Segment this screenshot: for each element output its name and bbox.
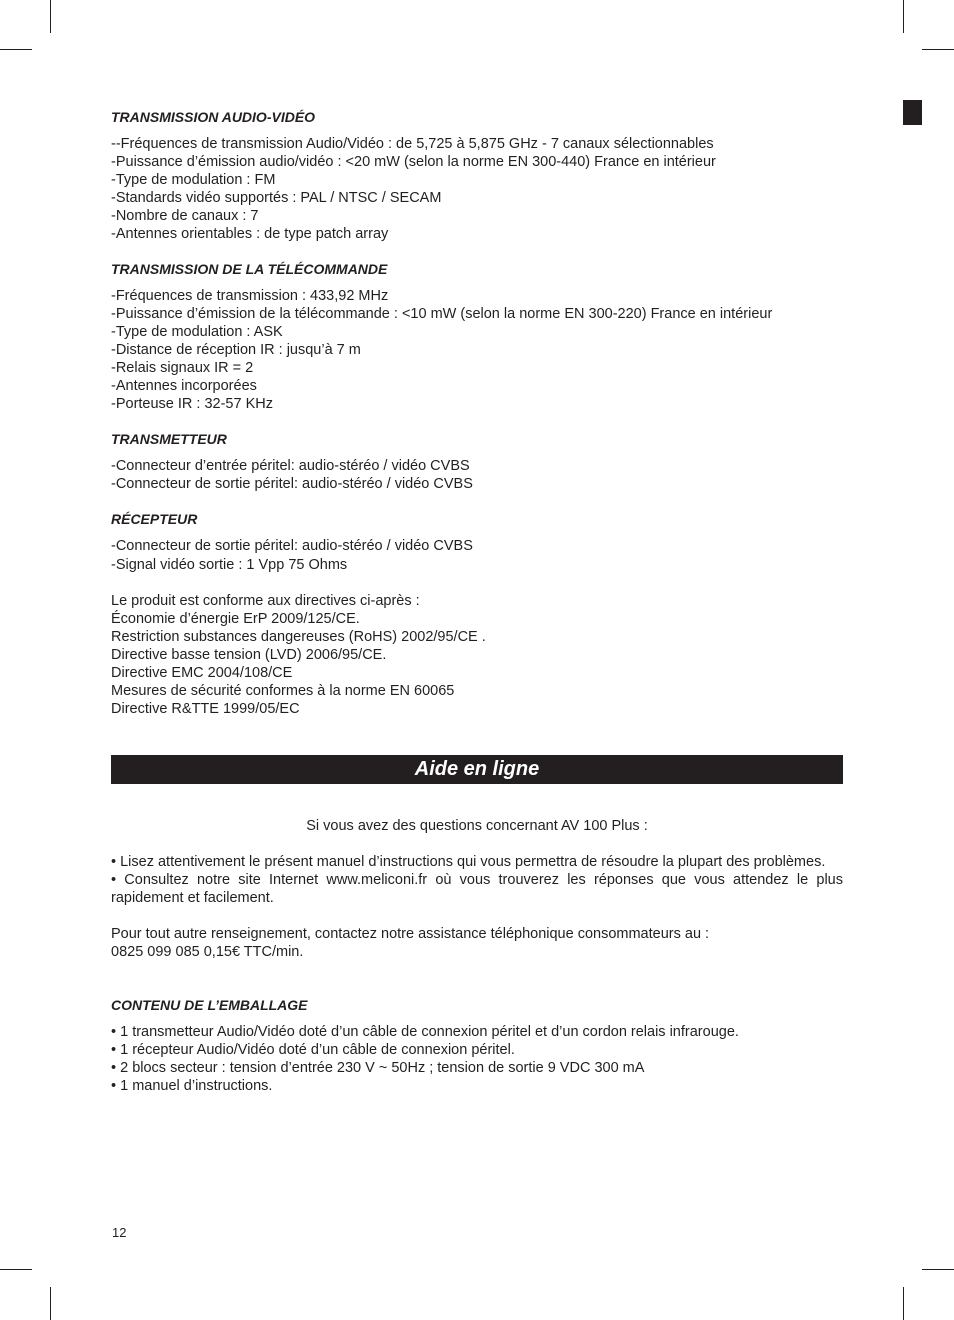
help-bullet: • Lisez attentivement le présent manuel d’instructions qui vous permettra de résoudre la plupart des problèmes. [111,854,826,870]
specifications [111,108,843,718]
spec-line: -Puissance d’émission audio/vidéo : <20 mW (selon la norme EN 300-440) France en intérieur [111,154,716,170]
spec-section-transmitter [111,430,843,493]
spec-line: -Nombre de canaux : 7 [111,208,259,224]
spec-line: -Porteuse IR : 32-57 KHz [111,396,273,412]
crop-mark [922,49,954,50]
help-contact-line: Pour tout autre renseignement, contactez notre assistance téléphonique consommateurs au : [111,926,710,942]
spec-line: --Fréquences de transmission Audio/Vidéo : de 5,725 à 5,875 GHz - 7 canaux sélectionnables [111,136,714,152]
package-item: • 2 blocs secteur : tension d’entrée 230 V ~ 50Hz ; tension de sortie 9 VDC 300 mA [111,1060,645,1076]
page-number: 12 [112,1225,127,1240]
package-item: • 1 transmetteur Audio/Vidéo doté d’un câble de connexion péritel et d’un cordon relais infrarouge. [111,1024,739,1040]
help-banner: Aide en ligne [111,755,843,784]
compliance-line: Économie d’énergie ErP 2009/125/CE. [111,611,360,627]
compliance-list [111,592,843,718]
help-intro: Si vous avez des questions concernant AV 100 Plus : [306,818,648,834]
spec-line: -Puissance d’émission de la télécommande : <10 mW (selon la norme EN 300-220) France en intérieur [111,306,773,322]
spec-line: -Connecteur d’entrée péritel: audio-stéréo / vidéo CVBS [111,458,470,474]
spec-section-av [111,108,843,243]
spec-line: -Connecteur de sortie péritel: audio-stéréo / vidéo CVBS [111,538,473,554]
crop-mark [50,0,51,33]
compliance-line: Directive EMC 2004/108/CE [111,665,293,681]
crop-mark [0,1269,32,1270]
package-item: • 1 récepteur Audio/Vidéo doté d’un câble de connexion péritel. [111,1042,515,1058]
spec-line: -Connecteur de sortie péritel: audio-stéréo / vidéo CVBS [111,476,473,492]
help-bullet: • Consultez notre site Internet www.meliconi.fr où vous trouverez les réponses que vous attendez le plus rapidement et facilement. [111,872,843,906]
compliance-line: Restriction substances dangereuses (RoHS) 2002/95/CE . [111,629,486,645]
spec-line: -Signal vidéo sortie : 1 Vpp 75 Ohms [111,557,348,573]
section-heading: TRANSMISSION AUDIO-VIDÉO [111,109,316,125]
help-section [111,817,843,961]
crop-mark [922,1269,954,1270]
compliance-line: Directive basse tension (LVD) 2006/95/CE. [111,647,387,663]
spec-line: -Type de modulation : FM [111,172,276,188]
spec-section-remote [111,260,843,413]
help-contact-phone: 0825 099 085 0,15€ TTC/min. [111,944,304,960]
package-contents [111,996,843,1095]
compliance-line: Directive R&TTE 1999/05/EC [111,701,300,717]
spec-line: -Antennes incorporées [111,378,257,394]
spec-line: -Standards vidéo supportés : PAL / NTSC / SECAM [111,190,442,206]
section-heading: TRANSMISSION DE LA TÉLÉCOMMANDE [111,261,388,277]
spec-line: -Antennes orientables : de type patch array [111,226,389,242]
chapter-tab [903,100,922,125]
spec-line: -Type de modulation : ASK [111,324,283,340]
spec-line: -Relais signaux IR = 2 [111,360,254,376]
crop-mark [50,1287,51,1320]
crop-mark [903,1287,904,1320]
spec-line: -Distance de réception IR : jusqu’à 7 m [111,342,361,358]
crop-mark [0,49,32,50]
compliance-line: Mesures de sécurité conformes à la norme EN 60065 [111,683,455,699]
spec-line: -Fréquences de transmission : 433,92 MHz [111,288,389,304]
section-heading: TRANSMETTEUR [111,431,227,447]
crop-mark [903,0,904,33]
section-heading: CONTENU DE L’EMBALLAGE [111,997,308,1013]
section-heading: RÉCEPTEUR [111,511,198,527]
spec-section-receiver [111,510,843,574]
package-item: • 1 manuel d’instructions. [111,1078,273,1094]
compliance-line: Le produit est conforme aux directives ci-après : [111,593,420,609]
